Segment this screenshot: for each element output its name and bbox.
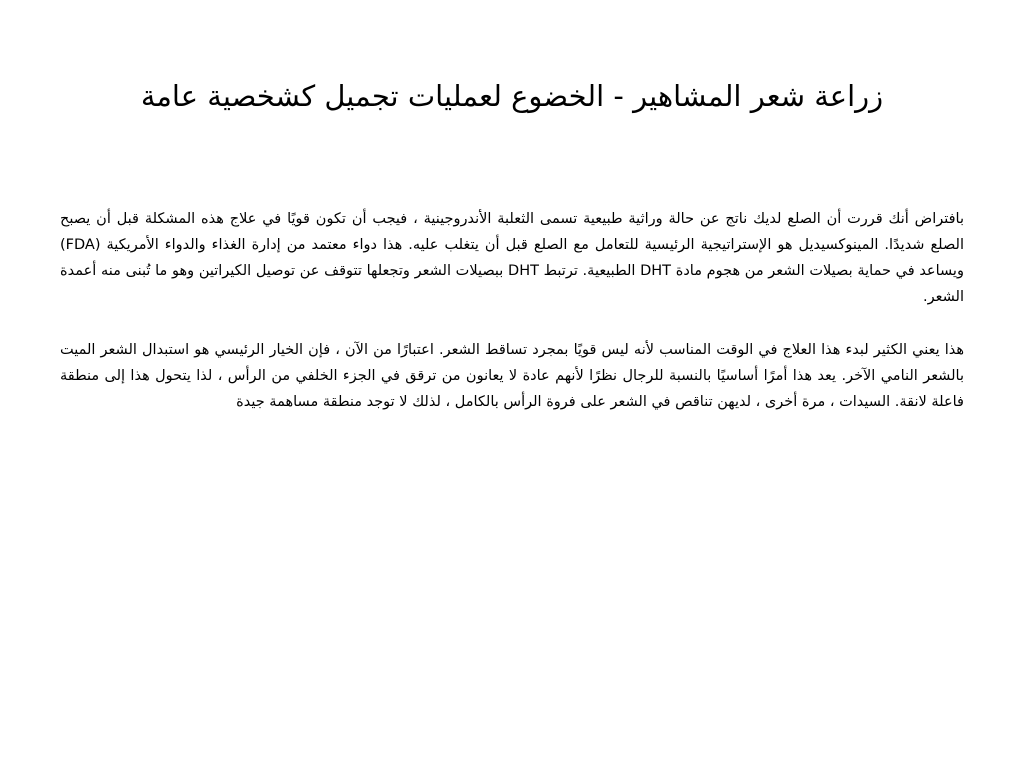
body-paragraph-2: هذا يعني الكثير لبدء هذا العلاج في الوقت المناسب لأنه ليس قويًا بمجرد تساقط الشعر. اعتبارًا من الآن ، فإن الخيار الرئيسي هو استبدال الشعر الميت بالشعر النامي الآخر. يعد هذا أمرًا أساسيًا بالنسبة للرجال نظرًا لأنهم عادة لا يعانون من ترقق في الجزء الخلفي من الرأس ، لذا يتحول هذا إلى منطقة فاعلة لانقة. السيدات ، مرة أخرى ، لديهن تناقص في الشعر على فروة الرأس بالكامل ، لذلك لا توجد منطقة مساهمة جيدة xyxy=(60,342,964,410)
slide-title: زراعة شعر المشاهير - الخضوع لعمليات تجميل كشخصية عامة xyxy=(140,79,884,113)
body-paragraph-1: بافتراض أنك قررت أن الصلع لديك ناتج عن حالة وراثية طبيعية تسمى الثعلبة الأندروجينية ، فيجب أن تكون قويًا في علاج هذه المشكلة قبل أن يصبح الصلع شديدًا. المينوكسيديل هو الإستراتيجية الرئيسية للتعامل مع الصلع قبل أن يتغلب عليه. هذا دواء معتمد من إدارة الغذاء والدواء الأمريكية (FDA) ويساعد في حماية بصيلات الشعر من هجوم مادة DHT الطبيعية. ترتبط DHT ببصيلات الشعر وتجعلها تتوقف عن توصيل الكيراتين وهو ما تُبنى منه أعمدة الشعر. xyxy=(60,211,964,305)
slide-body xyxy=(60,206,964,442)
